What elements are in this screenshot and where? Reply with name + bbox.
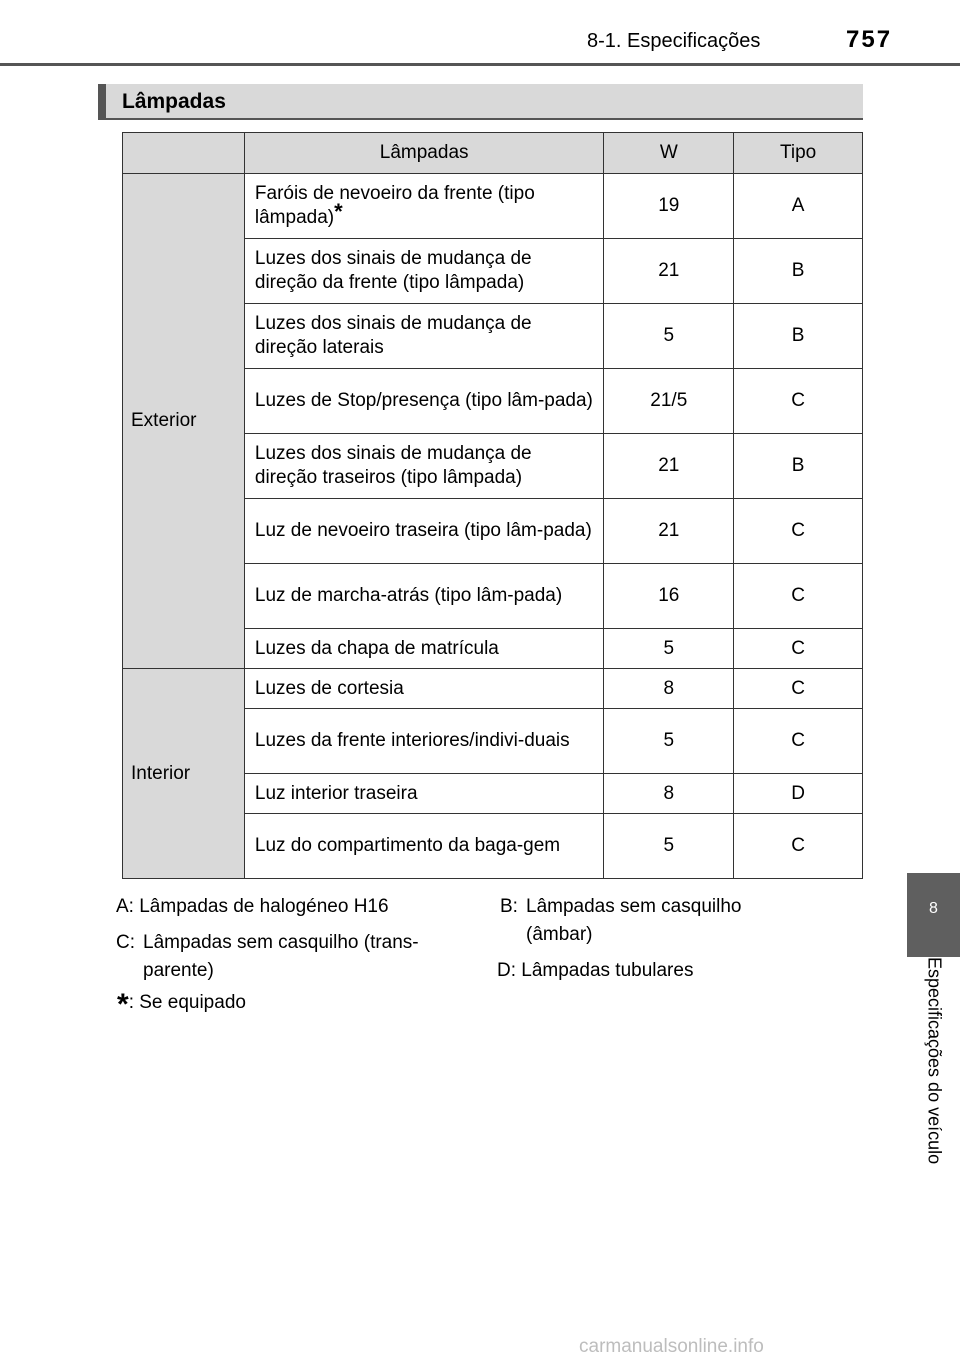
note-text: Lâmpadas tubulares [521,960,694,981]
bulb-name-cell: Luz de marcha-atrás (tipo lâm-pada) [244,564,604,629]
watt-cell: 5 [604,709,734,774]
section-title-bar [98,84,863,120]
table-header-row [123,133,863,174]
bulbs-table [122,132,863,879]
asterisk-mark: * [334,199,343,224]
bulb-name-cell [244,174,604,239]
type-cell: B [734,304,863,369]
watt-cell: 16 [604,564,734,629]
section-heading: 8-1. Especificações [587,30,761,52]
note-key: D: [497,960,516,981]
watt-cell: 8 [604,669,734,709]
note-a [116,893,389,921]
header-cell-type: Tipo [734,133,863,174]
bulb-name: Faróis de nevoeiro da frente (tipo lâmpada) [254,183,535,228]
watt-cell: 21 [604,434,734,499]
type-cell: C [734,709,863,774]
category-cell-exterior: Exterior [123,174,245,669]
header-divider [0,63,960,66]
note-text: Lâmpadas de halogéneo H16 [139,896,389,917]
type-cell: C [734,564,863,629]
watt-cell: 21/5 [604,369,734,434]
bulb-name-cell: Luz do compartimento da baga-gem [244,814,604,879]
type-cell: B [734,434,863,499]
footnote-text: : Se equipado [128,992,246,1013]
chapter-label: Especificações do veículo [924,957,945,1165]
type-cell: C [734,814,863,879]
bulb-name-cell: Luzes dos sinais de mudança de direção da frente (tipo lâmpada) [244,239,604,304]
watt-cell: 5 [604,814,734,879]
header-cell-category [123,133,245,174]
note-d [497,957,693,985]
note-b [500,893,800,949]
watt-cell: 5 [604,629,734,669]
note-key: C: [116,932,135,953]
footnote-symbol: * [117,988,129,1021]
bulb-name-cell: Luz de nevoeiro traseira (tipo lâm-pada) [244,499,604,564]
note-text: Lâmpadas sem casquilho (âmbar) [526,896,742,945]
watt-cell: 19 [604,174,734,239]
type-cell: C [734,669,863,709]
note-key: A: [116,896,134,917]
type-cell: C [734,369,863,434]
bulb-name-cell: Luzes dos sinais de mudança de direção traseiros (tipo lâmpada) [244,434,604,499]
type-cell: A [734,174,863,239]
watt-cell: 21 [604,239,734,304]
bulb-name-cell: Luzes de cortesia [244,669,604,709]
footnote [117,988,246,1022]
section-title: Lâmpadas [122,90,226,113]
type-cell: D [734,774,863,814]
bulb-name-cell: Luzes da chapa de matrícula [244,629,604,669]
header-cell-watt: W [604,133,734,174]
chapter-tab[interactable] [907,873,960,957]
type-cell: C [734,499,863,564]
table-row [123,669,863,709]
note-key: B: [500,896,518,917]
type-cell: C [734,629,863,669]
note-c [116,929,456,985]
category-cell-interior: Interior [123,669,245,879]
note-text: Lâmpadas sem casquilho (trans-parente) [143,932,419,981]
chapter-number: 8 [929,900,938,917]
chapter-label-vertical [908,957,960,1217]
header-cell-bulbs: Lâmpadas [244,133,604,174]
bulb-name-cell: Luz interior traseira [244,774,604,814]
bulb-name-cell: Luzes de Stop/presença (tipo lâm-pada) [244,369,604,434]
watt-cell: 5 [604,304,734,369]
bulb-name-cell: Luzes dos sinais de mudança de direção laterais [244,304,604,369]
page-number: 757 [846,26,893,53]
watt-cell: 8 [604,774,734,814]
bulb-name-cell: Luzes da frente interiores/indivi-duais [244,709,604,774]
type-cell: B [734,239,863,304]
watt-cell: 21 [604,499,734,564]
watermark: carmanualsonline.info [579,1336,764,1357]
table-row [123,174,863,239]
